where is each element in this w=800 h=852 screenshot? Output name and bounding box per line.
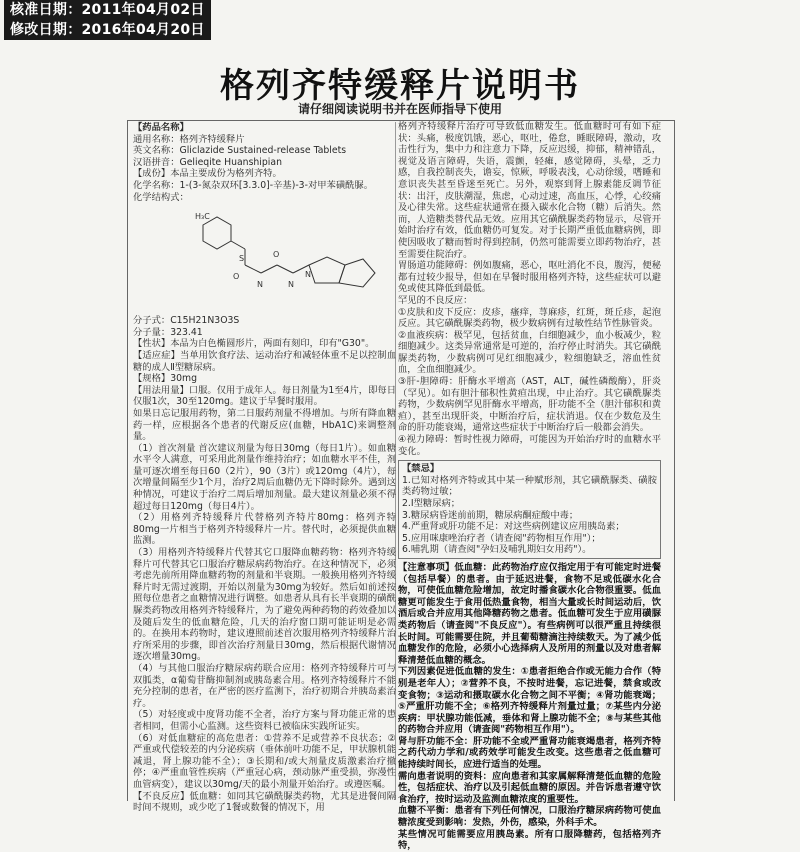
right-column [398, 121, 661, 852]
contraindication-item: 6.哺乳期（请查阅"孕妇及哺乳期妇女用药"）。 [402, 544, 592, 556]
usage-paragraph: （3）用格列齐特缓释片代替其它口服降血糖药物：格列齐特缓释片可代替其它口服治疗糖尿病药物治疗。在这种情况下，必须考虑先前所用降血糖药物的剂量和半衰期。一般换用格列齐特缓释片时无需过渡期，开始以剂量为30mg为较好。然后如前述按照每位患者之血糖情况进行调整。如患者从具有长半衰期的磺酰脲类药物改用格列齐特缓释片，为了避免两种药物的药效叠加以及随后发生的低血糖危险，几天的治疗窗口期可能证明是必需的。在换用本药物时，建议遵照前述首次服用格列齐特缓释片治疗所采用的步骤，即首次治疗剂量日30mg，然后根据代谢情况逐次增量30mg。 [133, 547, 396, 663]
section-adverse: 【不良反应】低血糖：如同其它磺酰脲类药物，尤其是进餐间隔时间不规则，或少吃了1餐或数餐的情况下，用 [133, 790, 396, 814]
hypoglycemia-risk-factors: 下列因素促进低血糖的发生：①患者拒绝合作或无能力合作（特别是老年人）；②营养不良，不按时进餐，忘记进餐，禁食或改变食物；③运动和摄取碳水化合物之间不平衡；④肾功能衰竭；⑤严重肝功能不全；⑥格列齐特缓释片剂量过量；⑦某些内分泌疾病：甲状腺功能低减，垂体和肾上腺功能不全；⑧与某些其他的药物合并应用（请查阅"药物相互作用"）。 [398, 666, 661, 736]
usage-paragraph: （2）用格列齐特缓释片代替格列齐特片80mg：格列齐特80mg一片相当于格列齐特缓释片一片。替代时，必须提供血糖监测。 [133, 512, 396, 547]
svg-text:S: S [239, 254, 245, 264]
pinyin-name: 汉语拼音：Gelieqite Huanshipian [133, 156, 282, 168]
svg-text:O: O [233, 272, 240, 282]
patient-info-note: 需向患者说明的资料：应向患者和其家属解释清楚低血糖的危险性，包括症状、治疗以及引起低血糖的原因。并告诉患者遵守饮食治疗，按时运动及监测血糖浓度的重要性。 [398, 770, 661, 805]
usage-paragraph: （5）对轻度或中度肾功能不全者，治疗方案与肾功能正常的患者相同，但需小心监测。这些资料已被临床实践所证实。 [133, 709, 396, 732]
approval-date: 核准日期：2011年04月02日 [4, 0, 211, 20]
english-name: 英文名称：Gliclazide Sustained-release Tablets [133, 145, 347, 157]
usage-paragraph: 【用法用量】口服。仅用于成年人。每日剂量为1至4片，即每日仅服1次，30至120mg。建议于早餐时服用。 [133, 384, 396, 408]
usage-paragraph: （1）首次剂量 首次建议剂量为每日30mg（每日1片）。如血糖水平令人满意，可采用此剂量作维持治疗；如血糖水平不佳，剂量可逐次增至每日60（2片），90（3片）或120mg（4片），每次增量间隔至少1个月，治疗2周后血糖仍无下降时除外。遇到这种情况，可建议于治疗二周后增加剂量。最大建议剂量必须不得超过每日120mg（每日4片）。 [133, 442, 396, 512]
adverse-paragraph: ①皮肤和皮下反应：皮疹，瘙痒，荨麻疹，红斑，斑丘疹，起泡反应。其它磺酰脲类药物，极少数病例有过敏性结节性脉管炎。 [398, 306, 661, 330]
structure-label: 化学结构式： [133, 191, 189, 203]
section-indication: 【适应症】当单用饮食疗法、运动治疗和减轻体重不足以控制血糖的成人Ⅱ型糖尿病。 [133, 349, 396, 373]
svg-text:H₃C: H₃C [195, 212, 210, 222]
section-appearance: 【性状】本品为白色椭圆形片，两面有刻印，印有"G30"。 [133, 338, 375, 350]
svg-text:N: N [305, 270, 311, 280]
generic-name: 通用名称：格列齐特缓释片 [133, 133, 245, 145]
contraindication-item: 5.应用咪康唑治疗者（请查阅"药物相互作用"）； [402, 532, 601, 544]
adverse-paragraph: 格列齐特缓释片治疗可导致低血糖发生。低血糖时可有如下症状：头痛，极度饥饿，恶心，呕吐，倦怠，睡眠障碍，激动，攻击性行为，集中力和注意力下降，反应迟缓，抑郁，精神错乱，视觉及语言障碍，失语，震颤，轻瘫，感觉障碍，头晕，乏力感，自我控制丧失，谵妄，惊厥，呼吸表浅，心动徐缓，嗜睡和意识丧失甚至昏迷至死亡。另外，观察到肾上腺素能反调节征状：出汗，皮肤潮湿，焦虑，心动过速，高血压，心悸，心绞痛及心律失常。这些症状通常在摄入碳水化合物（糖）后消失。然而，人造糖类替代品无效。应用其它磺酰脲类药物显示，尽管开始时治疗有效，低血糖仍可复发。对于长期严重低血糖病例，即使因吸收了糖而暂时得到控制，仍然可能需要立即药物治疗，甚至需要住院治疗。 [398, 121, 661, 260]
contraindications-box [398, 460, 661, 559]
adverse-paragraph: 罕见的不良反应： [398, 294, 473, 306]
adverse-paragraph: 胃肠道功能障碍：例如腹痛，恶心，呕吐消化不良，腹泻，便秘都有过较少报导，但如在早餐时服用格列齐特，这些症状可以避免或使其降低到最低。 [398, 260, 661, 295]
contraindication-item: 1.已知对格列齐特或其中某一种赋形剂，其它磺酰脲类、磺胺类药物过敏； [402, 474, 657, 498]
document-title: 格列齐特缓释片说明书 [220, 66, 580, 106]
date-block [4, 0, 211, 40]
section-spec: 【规格】30mg [133, 373, 197, 385]
usage-paragraph: （4）与其他口服治疗糖尿病药联合应用：格列齐特缓释片可与双胍类，α葡萄苷酶抑制剂或胰岛素合用。格列齐特缓释片不能充分控制的患者，在严密的医疗监测下，治疗初期合并胰岛素治疗。 [133, 662, 396, 709]
section-drug-name: 【药品名称】 [133, 122, 189, 133]
svg-text:N: N [257, 280, 263, 290]
svg-text:O: O [273, 250, 280, 260]
svg-text:N: N [288, 280, 294, 290]
section-ingredients: 【成份】本品主要成份为格列齐特。 [133, 168, 282, 180]
glycemic-imbalance-note: 血糖不平衡：患者有下列任何情况，口服治疗糖尿病药物可使血糖浓度受到影响：发热，外伤，感染，外科手术。 [398, 805, 661, 829]
left-column [133, 122, 396, 814]
document-subtitle: 请仔细阅读说明书并在医师指导下使用 [297, 102, 502, 116]
contraindication-item: 2.Ⅰ型糖尿病； [402, 498, 461, 509]
adverse-paragraph: ④视力障碍：暂时性视力障碍，可能因为开始治疗时的血糖水平变化。 [398, 434, 661, 457]
section-contraindications: 【禁忌】 [402, 463, 440, 475]
section-precautions: 【注意事项】低血糖：此药物治疗应仅指定用于有可能定时进餐（包括早餐）的患者。由于延迟进餐，食物不足或低碳水化合物，可使低血糖危险增加，故定时播食碳水化合物很重要。低血糖更可能发生于食用低热量食物，相当大量或长时间运动后，饮酒后或合并应用其他降糖药物之患者。低血糖可发生于应用磺脲类药物后（请查阅"不良反应"）。有些病例可以很严重且持续很长时间。可能需要住院，并且葡萄糖滴注持续数天。为了减少低血糖发作的危险，必须小心选择病人及所用的剂量以及对患者解释清楚低血糖的概念。 [398, 561, 661, 666]
chemical-name: 化学名称：1-(3-氮杂双环[3.3.0]-辛基)-3-对甲苯磺酰脲。 [133, 179, 374, 191]
usage-paragraph: （6）对低血糖症的高危患者：①营养不足或营养不良状态；②严重或代偿较差的内分泌疾病（垂体前叶功能不足，甲状腺机能减退，肾上腺功能不全）；③长期和/或大剂量皮质激素治疗撤停；④严重血管性疾病（严重冠心病，颈动脉严重受损，弥漫性血管病变），建议以30mg/天的最小剂量开始治疗。或遵医嘱。 [133, 732, 396, 790]
adverse-paragraph: ②血液疾病：极罕见，包括贫血，白细胞减少，血小板减少，粒细胞减少。这类异常通常是可逆的，治疗停止时消失。其它磺酰脲类药物，少数病例可见红细胞减少，粒细胞缺乏，溶血性贫血，全血细胞减少。 [398, 329, 661, 376]
contraindication-item: 3.糖尿病昏迷前前期，糖尿病酮症酸中毒； [402, 509, 579, 521]
renal-hepatic-note: 肾与肝功能不全：肝功能不全或严重肾功能衰竭患者，格列齐特之药代动力学和/或药效学可能发生改变。这些患者之低血糖可能持续时间长，应进行适当的处理。 [398, 735, 661, 771]
molecular-weight: 分子量：323.41 [133, 326, 203, 338]
contraindication-item: 4.严重肾或肝功能不足：对这些病例建议应用胰岛素； [402, 521, 625, 533]
chemical-structure-diagram [193, 207, 383, 311]
usage-paragraph: 如果日忘记服用药物，第二日服药剂量不得增加。与所有降血糖药一样，应根据各个患者的代谢反应(血糖，HbA1C)来调整剂量。 [133, 407, 396, 443]
insulin-note: 某些情况可能需要应用胰岛素。所有口服降糖药，包括格列齐特， [398, 828, 661, 852]
revision-date: 修改日期：2016年04月20日 [4, 20, 211, 40]
adverse-paragraph: ③肝-胆障碍：肝酶水平增高（AST，ALT，碱性磷酸酶），肝炎（罕见）。如有胆汁郁积性黄疸出现，中止治疗。其它磺酰脲类药物，少数病例罕见肝酶水平增高，肝功能不全（胆汁郁积和黄疸），甚至出现肝炎，中断治疗后，症状消退。仅在少数危及生命的肝功能衰竭，通常这些症状于中断治疗后一般都会消失。 [398, 376, 661, 434]
molecular-formula: 分子式：C15H21N3O3S [133, 315, 240, 327]
structure-svg [193, 207, 383, 311]
